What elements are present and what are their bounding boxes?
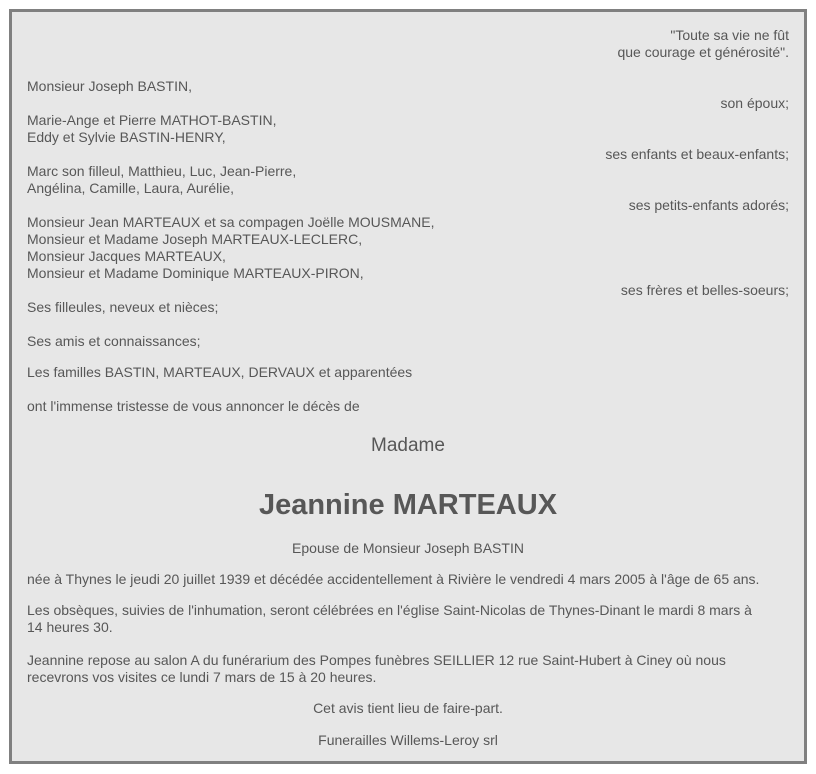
quote-line-2: que courage et générosité".: [617, 44, 789, 60]
siblings-relation: ses frères et belles-soeurs;: [620, 282, 789, 298]
funeral-line-2: 14 heures 30.: [27, 619, 113, 635]
godchildren-line: Ses filleules, neveux et nièces;: [27, 299, 219, 315]
honorific: Madame: [371, 435, 445, 456]
children-name-1: Marie-Ange et Pierre MATHOT-BASTIN,: [27, 112, 277, 128]
spouse-relation: son époux;: [720, 95, 789, 111]
announcement-line: ont l'immense tristesse de vous annoncer le décès de: [27, 398, 360, 414]
obituary-card: [9, 9, 807, 764]
grandchildren-relation: ses petits-enfants adorés;: [628, 197, 789, 213]
deceased-name: Jeannine MARTEAUX: [258, 489, 558, 521]
grandchildren-name-1: Marc son filleul, Matthieu, Luc, Jean-Pierre,: [27, 163, 297, 179]
visitation-line-2: recevrons vos visites ce lundi 7 mars de 15 à 20 heures.: [27, 669, 377, 685]
sibling-name-4: Monsieur et Madame Dominique MARTEAUX-PIRON,: [27, 265, 364, 281]
spouse-name: Monsieur Joseph BASTIN,: [27, 78, 192, 94]
children-relation: ses enfants et beaux-enfants;: [605, 146, 789, 162]
spouse-of-line: Epouse de Monsieur Joseph BASTIN: [292, 540, 524, 556]
funeral-line-1: Les obsèques, suivies de l'inhumation, seront célébrées en l'église Saint-Nicolas de Thynes-Dinant le mardi 8 mars à: [27, 602, 752, 618]
funeral-home: Funerailles Willems-Leroy srl: [318, 732, 498, 748]
quote-line-1: "Toute sa vie ne fût: [670, 27, 789, 43]
notice-line: Cet avis tient lieu de faire-part.: [313, 700, 503, 716]
grandchildren-name-2: Angélina, Camille, Laura, Aurélie,: [27, 180, 235, 196]
visitation-line-1: Jeannine repose au salon A du funérarium des Pompes funèbres SEILLIER 12 rue Saint-Hubert à Ciney où nous: [27, 652, 726, 668]
children-name-2: Eddy et Sylvie BASTIN-HENRY,: [27, 129, 226, 145]
friends-line: Ses amis et connaissances;: [27, 333, 201, 349]
families-line: Les familles BASTIN, MARTEAUX, DERVAUX et apparentées: [27, 364, 413, 380]
sibling-name-1: Monsieur Jean MARTEAUX et sa compagen Joëlle MOUSMANE,: [27, 214, 435, 230]
birth-death-line: née à Thynes le jeudi 20 juillet 1939 et décédée accidentellement à Rivière le vendredi 4 mars 2005 à l'âge de 65 ans.: [27, 571, 760, 587]
sibling-name-3: Monsieur Jacques MARTEAUX,: [27, 248, 226, 264]
sibling-name-2: Monsieur et Madame Joseph MARTEAUX-LECLERC,: [27, 231, 363, 247]
